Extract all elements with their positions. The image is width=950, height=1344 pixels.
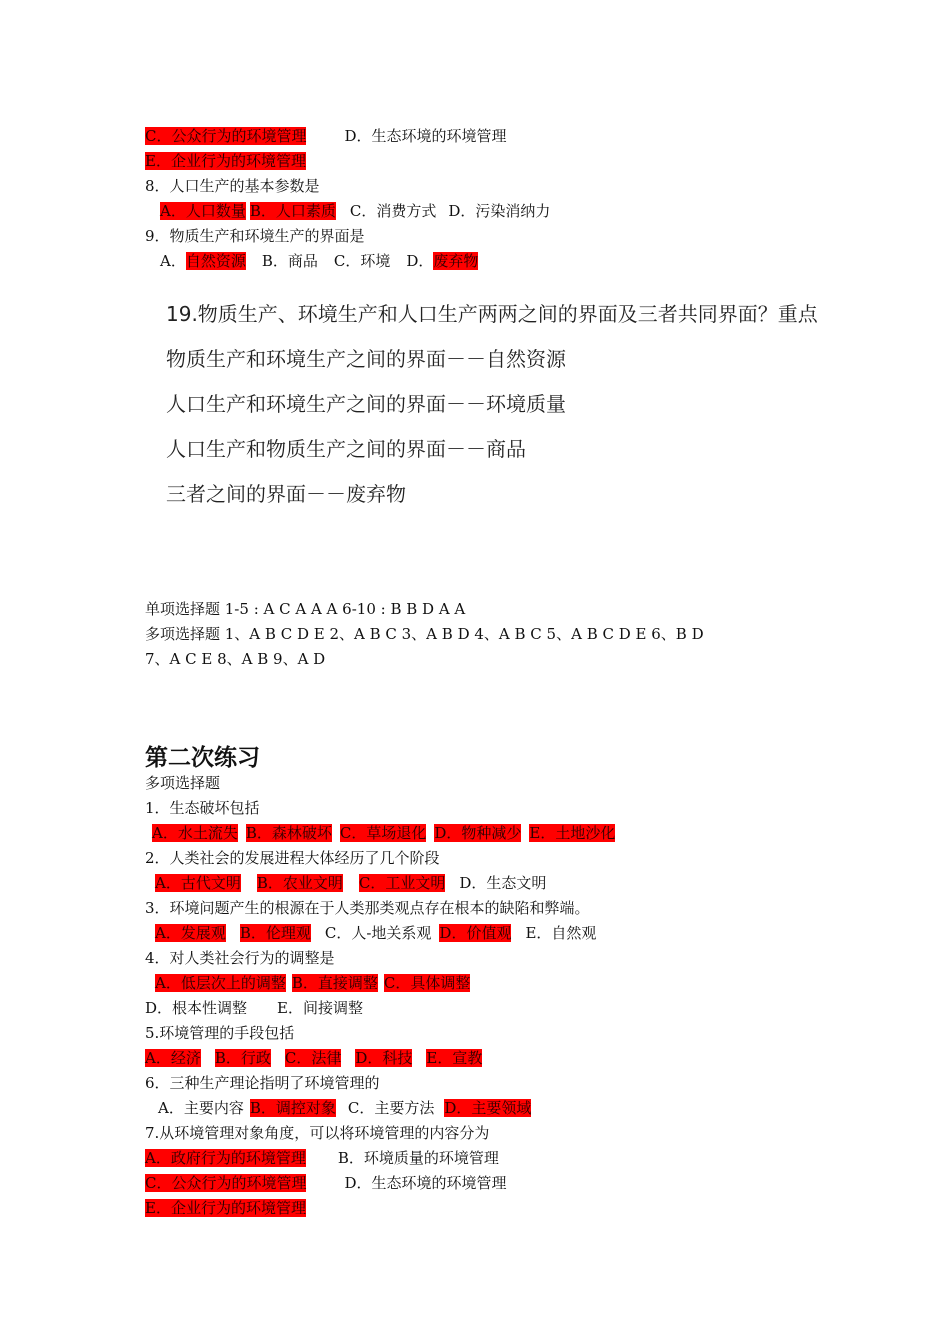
embedded-notes (166, 300, 826, 525)
option-line (145, 1048, 482, 1068)
option-line (155, 873, 546, 893)
question-7: 7.从环境管理对象角度，可以将环境管理的内容分为 (145, 1124, 490, 1142)
highlighted-answer: E．企业行为的环境管理 (145, 152, 306, 170)
option: D．生态环境的环境管理 (344, 1174, 507, 1192)
highlighted-answer: D．物种减少 (434, 824, 522, 842)
highlighted-answer: 废弃物 (433, 252, 479, 270)
highlighted-answer: A．政府行为的环境管理 (145, 1149, 306, 1167)
option: E．间接调整 (277, 999, 363, 1017)
option: D．污染消纳力 (448, 202, 551, 220)
option: A．主要内容 (158, 1099, 244, 1117)
option: E．自然观 (525, 924, 597, 942)
highlighted-answer: C．公众行为的环境管理 (145, 127, 307, 145)
option-line (145, 1198, 306, 1218)
highlighted-answer: B．行政 (214, 1049, 271, 1067)
highlighted-answer: B．调控对象 (249, 1099, 336, 1117)
option-line (145, 998, 363, 1018)
option: D．生态文明 (459, 874, 547, 892)
option: C．消费方式 (349, 202, 437, 220)
highlighted-answer: 自然资源 (185, 252, 246, 270)
highlighted-answer: A．水土流失 (152, 824, 238, 842)
option-prefix: A． (160, 252, 186, 270)
question-3: 3．环境问题产生的根源在于人类那类观点存在根本的缺陷和弊端。 (145, 899, 590, 917)
question-1: 1．生态破坏包括 (145, 799, 260, 817)
highlighted-answer: E．土地沙化 (529, 824, 616, 842)
highlighted-answer: A．古代文明 (155, 874, 241, 892)
highlighted-answer: C．工业文明 (358, 874, 446, 892)
notes-line: 19.物质生产、环境生产和人口生产两两之间的界面及三者共同界面？重点 (166, 302, 818, 326)
notes-line: 三者之间的界面－－废弃物 (166, 482, 406, 506)
question-8: 8．人口生产的基本参数是 (145, 177, 320, 195)
highlighted-answer: A．发展观 (155, 924, 226, 942)
highlighted-answer: D．主要领域 (444, 1099, 532, 1117)
option: C．人-地关系观 (324, 924, 432, 942)
option: B．商品 (261, 252, 318, 270)
highlighted-answer: A．经济 (145, 1049, 201, 1067)
highlighted-answer: D．科技 (355, 1049, 413, 1067)
highlighted-answer: B．伦理观 (239, 924, 311, 942)
option-line (155, 923, 596, 943)
option-line (160, 201, 550, 221)
answer-key-multi: 7、A C E 8、A B 9、A D (145, 650, 326, 668)
highlighted-answer: B．人口素质 (249, 202, 336, 220)
question-6: 6．三种生产理论指明了环境管理的 (145, 1074, 380, 1092)
highlighted-answer: E．宣教 (426, 1049, 483, 1067)
notes-line: 物质生产和环境生产之间的界面－－自然资源 (166, 347, 566, 371)
option-line (160, 251, 478, 271)
highlighted-answer: D．价值观 (439, 924, 512, 942)
highlighted-answer: A．低层次上的调整 (155, 974, 286, 992)
highlighted-answer: C．公众行为的环境管理 (145, 1174, 307, 1192)
option-line (158, 1098, 531, 1118)
highlighted-answer: A．人口数量 (160, 202, 246, 220)
question-9: 9．物质生产和环境生产的界面是 (145, 227, 365, 245)
option-line (152, 823, 615, 843)
highlighted-answer: B．森林破坏 (245, 824, 332, 842)
section-title: 第二次练习 (145, 745, 260, 771)
option: B．环境质量的环境管理 (337, 1149, 499, 1167)
option-line (145, 151, 306, 171)
option-line (145, 126, 507, 146)
option: C．环境 (333, 252, 391, 270)
highlighted-answer: C．草场退化 (339, 824, 427, 842)
notes-line: 人口生产和环境生产之间的界面－－环境质量 (166, 392, 566, 416)
notes-line: 人口生产和物质生产之间的界面－－商品 (166, 437, 526, 461)
option-line (155, 973, 470, 993)
section-subtitle: 多项选择题 (145, 774, 221, 792)
option-prefix: D． (406, 252, 434, 270)
option-line (145, 1173, 507, 1193)
answer-key-multi: 多项选择题 1、A B C D E 2、A B C 3、A B D 4、A B C 5、A B C D E 6、B D (145, 625, 704, 643)
option-line (145, 1148, 499, 1168)
highlighted-answer: C．具体调整 (383, 974, 471, 992)
option: D．根本性调整 (145, 999, 248, 1017)
highlighted-answer: B．直接调整 (291, 974, 378, 992)
question-4: 4．对人类社会行为的调整是 (145, 949, 335, 967)
highlighted-answer: C．法律 (284, 1049, 342, 1067)
question-2: 2．人类社会的发展进程大体经历了几个阶段 (145, 849, 440, 867)
option: D．生态环境的环境管理 (344, 127, 507, 145)
answer-key-single: 单项选择题 1-5 : A C A A A 6-10 : B B D A A (145, 600, 466, 618)
highlighted-answer: E．企业行为的环境管理 (145, 1199, 306, 1217)
option: C．主要方法 (347, 1099, 435, 1117)
highlighted-answer: B．农业文明 (256, 874, 343, 892)
question-5: 5.环境管理的手段包括 (145, 1024, 295, 1042)
